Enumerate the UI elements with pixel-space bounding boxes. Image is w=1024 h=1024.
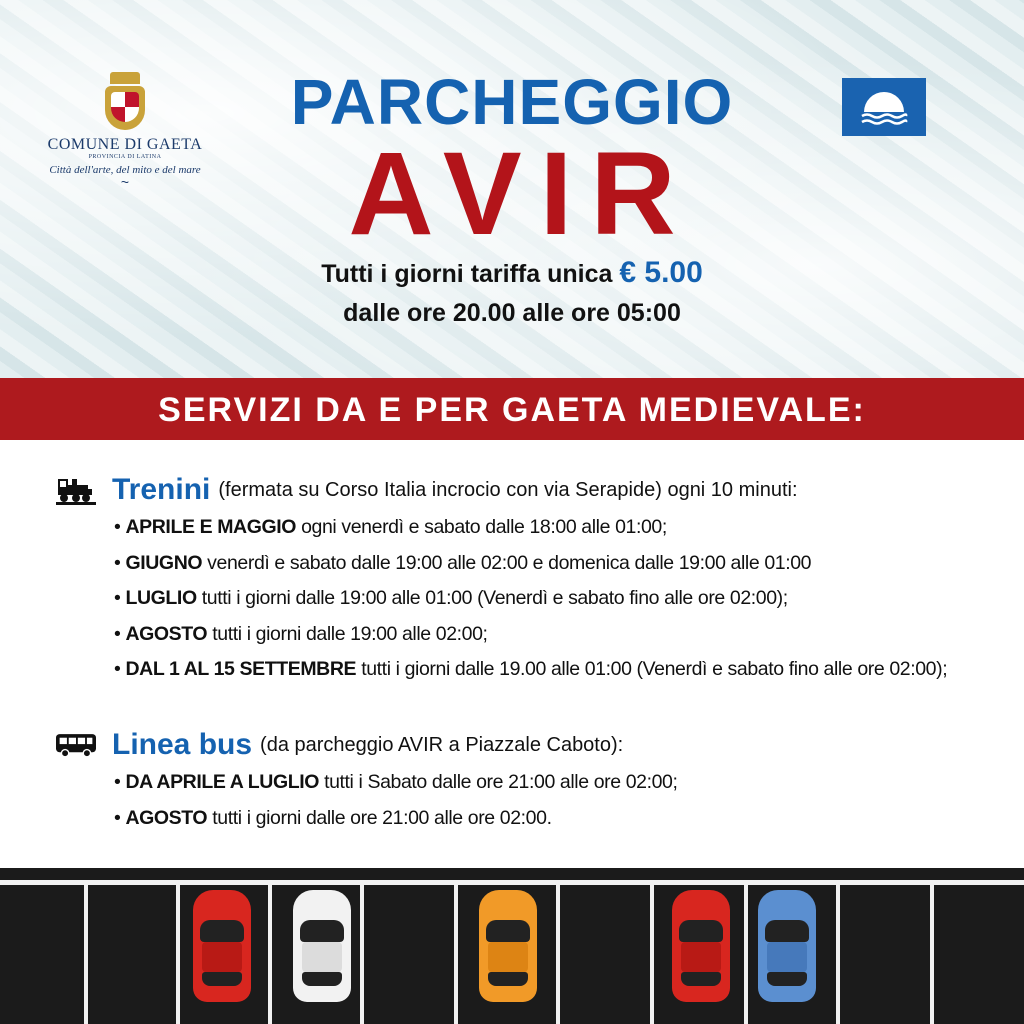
title-parcheggio: PARCHEGGIO [290, 66, 734, 138]
item-text: tutti i giorni dalle ore 21:00 alle ore 02:00. [212, 806, 552, 829]
bus-schedule-list [114, 765, 1016, 836]
list-item: • DA APRILE A LUGLIO tutti i Sabato dalle ore 21:00 alle ore 02:00; [114, 771, 678, 793]
parking-line [650, 885, 654, 1024]
hours-line: dalle ore 20.00 alle ore 05:00 [343, 299, 681, 327]
bus-section [56, 727, 1016, 836]
parking-line [268, 885, 272, 1024]
province-name: PROVINCIA DI LATINA [88, 154, 162, 160]
parking-line [744, 885, 748, 1024]
motto: Città dell'arte, del mito e del mare [49, 164, 201, 176]
item-label: DAL 1 AL 15 SETTEMBRE [125, 658, 357, 680]
list-item: • DAL 1 AL 15 SETTEMBRE tutti i giorni dalle 19.00 alle 01:00 (Venerdì e sabato fino alle ore 02:00); [114, 658, 948, 680]
item-text: tutti i giorni dalle 19.00 alle 01:00 (Venerdì e sabato fino alle ore 02:00); [361, 658, 948, 680]
trains-schedule-list [114, 510, 1016, 688]
wave-ornament-icon: ~ [120, 174, 130, 190]
list-item: • AGOSTO tutti i giorni dalle 19:00 alle 02:00; [114, 622, 488, 645]
item-label: GIUGNO [125, 551, 203, 574]
bus-title: Linea bus [112, 728, 253, 761]
trains-title: Trenini [112, 473, 211, 506]
item-text: tutti i giorni dalle 19:00 alle 02:00; [212, 622, 488, 645]
parking-line [360, 885, 364, 1024]
blue-car-icon [758, 890, 816, 1002]
white-car-icon [293, 890, 351, 1002]
tariff-price: € 5.00 [619, 256, 703, 289]
item-label: LUGLIO [125, 587, 197, 609]
bus-icon [56, 730, 96, 760]
list-item: • AGOSTO tutti i giorni dalle ore 21:00 alle ore 02:00. [114, 806, 552, 829]
title-avir: AVIR [348, 128, 694, 260]
tariff-line [0, 256, 1024, 291]
list-item: • LUGLIO tutti i giorni dalle 19:00 alle 01:00 (Venerdì e sabato fino alle ore 02:00); [114, 587, 788, 609]
train-icon [56, 475, 96, 505]
red-car-icon [193, 890, 251, 1002]
parking-line [556, 885, 560, 1024]
tariff-text: Tutti i giorni tariffa unica [321, 260, 613, 288]
item-label: APRILE E MAGGIO [125, 516, 297, 538]
list-item: • GIUGNO venerdì e sabato dalle 19:00 alle 02:00 e domenica dalle 19:00 alle 01:00 [114, 551, 812, 574]
trains-section [56, 472, 1016, 688]
parking-line [836, 885, 840, 1024]
parking-line [0, 880, 1024, 885]
parking-line [84, 885, 88, 1024]
orange-car-icon [479, 890, 537, 1002]
item-text: ogni venerdì e sabato dalle 18:00 alle 01:00; [301, 516, 667, 538]
item-label: AGOSTO [125, 622, 208, 645]
item-text: tutti i Sabato dalle ore 21:00 alle ore 02:00; [324, 771, 678, 793]
item-text: tutti i giorni dalle 19:00 alle 01:00 (Venerdì e sabato fino alle ore 02:00); [201, 587, 788, 609]
bus-header [56, 727, 1016, 763]
parking-line [930, 885, 934, 1024]
parking-line [176, 885, 180, 1024]
item-label: DA APRILE A LUGLIO [125, 771, 320, 793]
parking-lot-illustration [0, 868, 1024, 1024]
item-text: venerdì e sabato dalle 19:00 alle 02:00 e domenica dalle 19:00 alle 01:00 [207, 551, 812, 574]
bus-note: (da parcheggio AVIR a Piazzale Caboto): [260, 733, 624, 756]
list-item: • APRILE E MAGGIO ogni venerdì e sabato dalle 18:00 alle 01:00; [114, 516, 667, 538]
trains-header [56, 472, 1016, 508]
org-name: COMUNE DI GAETA [47, 136, 203, 153]
services-banner: SERVIZI DA E PER GAETA MEDIEVALE: [0, 378, 1024, 440]
red-car-icon [672, 890, 730, 1002]
parking-line [454, 885, 458, 1024]
item-label: AGOSTO [125, 806, 208, 829]
trains-note: (fermata su Corso Italia incrocio con via Serapide) ogni 10 minuti: [218, 478, 798, 501]
